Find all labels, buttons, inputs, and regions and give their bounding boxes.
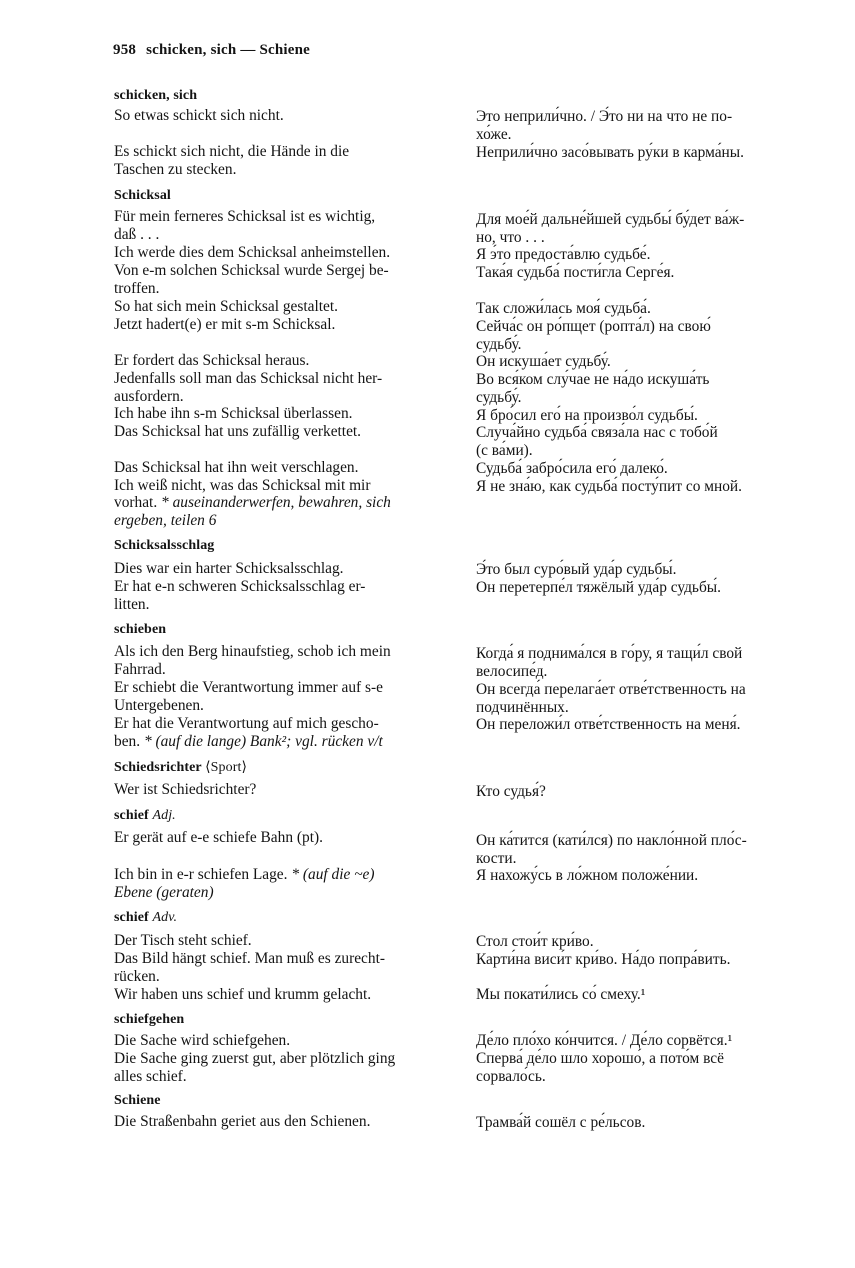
german-example: Ich werde dies dem Schicksal anheimstellen. (114, 244, 391, 261)
russian-translation: Така́я судьба́ пости́гла Серге́я. (476, 264, 675, 281)
russian-translation: Мы покати́лись со́ смеху.¹ (476, 986, 646, 1003)
russian-translation: Сейча́с он ро́пщет (ропта́л) на свою́ (476, 318, 711, 335)
russian-translation: судьбу́. (476, 336, 522, 353)
headword-text: Schiedsrichter (114, 760, 202, 775)
german-example: So hat sich mein Schicksal gestaltet. (114, 298, 338, 315)
russian-translation: Карти́на виси́т кри́во. На́до попра́вить. (476, 951, 731, 968)
part-of-speech: Adj. (152, 808, 176, 823)
german-example-text: ben. (114, 733, 141, 750)
header-title: schicken, sich — Schiene (146, 42, 311, 58)
headword (114, 759, 247, 776)
german-example: Die Sache ging zuerst gut, aber plötzlich ging (114, 1050, 396, 1067)
russian-translation: Сперва́ де́ло шло хорошо́, а пото́м всё (476, 1050, 724, 1067)
russian-translation: подчинённых. (476, 699, 569, 716)
russian-translation: Он всегда́ перелага́ет отве́тственность на (476, 681, 746, 698)
german-example (114, 829, 323, 847)
headword: Schicksal (114, 188, 171, 203)
part-of-speech: Adv. (152, 910, 178, 925)
headword-text: schief (114, 808, 149, 823)
russian-translation: Так сложи́лась моя́ судьба́. (476, 300, 651, 317)
russian-translation: Когда́ я поднима́лся в го́ру, я тащи́л свой (476, 645, 743, 662)
russian-translation: Это неприли́чно. / Э́то ни на что не по- (476, 108, 733, 125)
headword: Schiene (114, 1093, 161, 1108)
german-example (114, 733, 383, 751)
german-example: troffen. (114, 280, 160, 297)
cross-reference: Ebene (geraten) (114, 884, 214, 901)
german-example: rücken. (114, 968, 160, 985)
headword: schieben (114, 622, 167, 637)
russian-translation: Неприли́чно засо́вывать ру́ки в карма́ны. (476, 144, 744, 161)
german-example: Das Schicksal hat uns zufällig verkettet. (114, 423, 362, 440)
russian-translation: Кто судья́? (476, 783, 546, 800)
usage-label: ⟨Sport⟩ (205, 760, 248, 775)
german-example: Jetzt hadert(e) er mit s-m Schicksal. (114, 316, 336, 333)
russian-translation: Для мое́й дальне́йшей судьбы́ бу́дет ва́ж- (476, 211, 745, 228)
russian-translation: Трамва́й сошёл с ре́льсов. (476, 1114, 646, 1131)
german-example: Für mein ferneres Schicksal ist es wichtig, (114, 208, 376, 225)
russian-translation: Я нахожу́сь в ло́жном положе́нии. (476, 867, 699, 884)
german-example: Er schiebt die Verantwortung immer auf s-e (114, 679, 383, 696)
russian-translation: Э́то был суро́вый уда́р судьбы́. (476, 561, 677, 578)
german-example: Ich habe ihn s-m Schicksal überlassen. (114, 405, 353, 422)
german-example-text: vorhat. (114, 494, 158, 511)
russian-translation: Он искуша́ет судьбу́. (476, 353, 611, 370)
russian-translation: Стол стои́т кри́во. (476, 933, 594, 950)
russian-translation: но, что . . . (476, 229, 545, 246)
german-example: daß . . . (114, 226, 160, 243)
headword (114, 808, 176, 824)
russian-translation: Я бро́сил его́ на произво́л судьбы́. (476, 407, 698, 424)
russian-translation: судьбу́. (476, 389, 522, 406)
cross-reference: * (auf die lange) Bank²; vgl. rücken v/t (143, 733, 383, 750)
page-number: 958 (113, 42, 137, 58)
headword-text: schief (114, 910, 149, 925)
russian-translation: Случа́йно судьба́ связа́ла нас с тобо́й (476, 424, 718, 441)
russian-translation: Во вся́ком слу́чае не на́до искуша́ть (476, 371, 710, 388)
headword: schicken, sich (114, 88, 198, 103)
cross-reference: * auseinanderwerfen, bewahren, sich (161, 494, 391, 511)
running-header (113, 42, 310, 59)
german-example: Ich weiß nicht, was das Schicksal mit mir (114, 477, 371, 494)
german-example: Die Straßenbahn geriet aus den Schienen. (114, 1113, 371, 1130)
german-example: Dies war ein harter Schicksalsschlag. (114, 560, 344, 577)
german-example-text: Er gerät auf e-e schiefe Bahn (114, 829, 294, 846)
german-example (114, 494, 391, 512)
german-example: Er hat die Verantwortung auf mich gescho- (114, 715, 379, 732)
headword (114, 910, 177, 926)
german-example: alles schief. (114, 1068, 187, 1085)
german-example: ausfordern. (114, 388, 184, 405)
german-example: So etwas schickt sich nicht. (114, 107, 284, 124)
german-example: Jedenfalls soll man das Schicksal nicht her- (114, 370, 383, 387)
cross-reference: * (auf die ~e) (291, 866, 375, 883)
german-example: Das Bild hängt schief. Man muß es zurecht- (114, 950, 385, 967)
headword: Schicksalsschlag (114, 538, 215, 553)
headword: schiefgehen (114, 1012, 185, 1027)
russian-translation: Он перетерпе́л тяжёлый уда́р судьбы́. (476, 579, 721, 596)
german-example: Es schickt sich nicht, die Hände in die (114, 143, 350, 160)
russian-translation: (с ва́ми). (476, 442, 533, 459)
german-example: Die Sache wird schiefgehen. (114, 1032, 291, 1049)
german-example: Taschen zu stecken. (114, 161, 237, 178)
russian-translation: Я э́то предоста́влю судьбе́. (476, 246, 651, 263)
german-example: Wir haben uns schief und krumm gelacht. (114, 986, 372, 1003)
russian-translation: хо́же. (476, 126, 512, 143)
russian-translation: Он ка́тится (кати́лся) по накло́нной пло́с- (476, 832, 747, 849)
german-example-text: Ich bin in e-r schiefen Lage. (114, 866, 288, 883)
russian-translation: Судьба́ забро́сила его́ далеко́. (476, 460, 668, 477)
russian-translation: велосипе́д. (476, 663, 548, 680)
russian-translation: Де́ло пло́хо ко́нчится. / Де́ло сорвётся.¹ (476, 1032, 733, 1049)
russian-translation: кости. (476, 850, 517, 867)
german-example: Wer ist Schiedsrichter? (114, 781, 257, 798)
german-example: Untergebenen. (114, 697, 204, 714)
german-example (114, 866, 374, 884)
russian-translation: Он переложи́л отве́тственность на меня́. (476, 716, 741, 733)
german-example: Das Schicksal hat ihn weit verschlagen. (114, 459, 359, 476)
german-example: Von e-m solchen Schicksal wurde Sergej be- (114, 262, 389, 279)
german-example: Als ich den Berg hinaufstieg, schob ich mein (114, 643, 391, 660)
russian-translation: Я не зна́ю, как судьба́ посту́пит со мной. (476, 478, 743, 495)
cross-reference: ergeben, teilen 6 (114, 512, 217, 529)
german-example: Er fordert das Schicksal heraus. (114, 352, 310, 369)
german-example: litten. (114, 596, 150, 613)
german-example: Der Tisch steht schief. (114, 932, 252, 949)
german-example: Fahrrad. (114, 661, 166, 678)
style-label: (pt). (296, 829, 323, 846)
russian-translation: сорвало́сь. (476, 1068, 546, 1085)
german-example: Er hat e-n schweren Schicksalsschlag er- (114, 578, 366, 595)
